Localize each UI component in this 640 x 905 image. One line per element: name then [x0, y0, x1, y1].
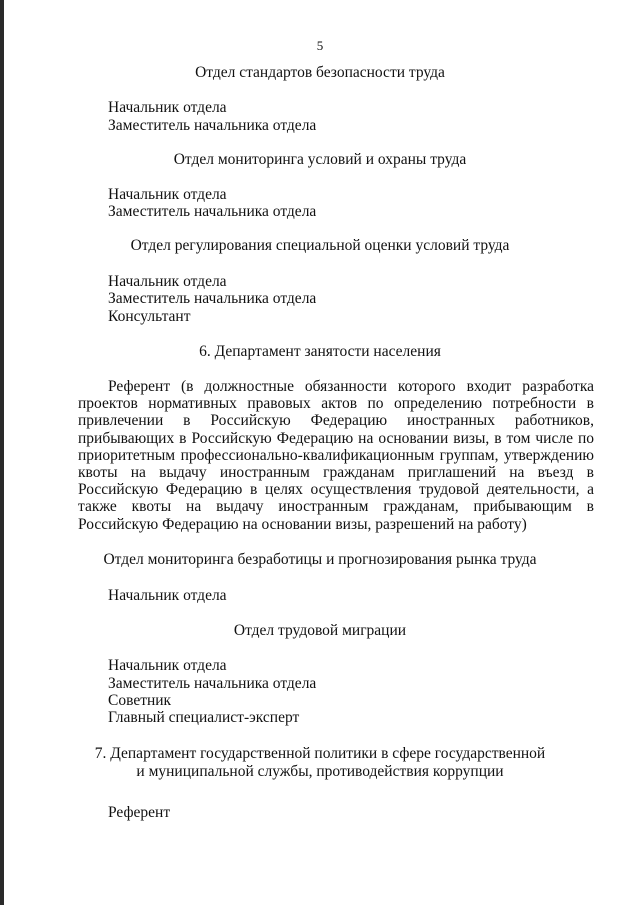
- position-item: Начальник отдела: [108, 186, 227, 203]
- position-item: Консультант: [108, 308, 191, 325]
- position-item: Заместитель начальника отдела: [108, 290, 317, 307]
- section-heading: Отдел трудовой миграции: [233, 622, 407, 639]
- department-heading: 7. Департамент государственной политики в сфере государственной: [94, 745, 546, 762]
- position-item: Начальник отдела: [108, 587, 227, 604]
- position-item: Главный специалист-эксперт: [108, 709, 300, 726]
- position-item: Начальник отдела: [108, 99, 227, 116]
- page-number: 5: [316, 38, 324, 53]
- position-item: Начальник отдела: [108, 273, 227, 290]
- department-heading: 6. Департамент занятости населения: [199, 343, 441, 360]
- department-heading-continued: и муниципальной службы, противодействия коррупции: [136, 763, 504, 780]
- position-item: Советник: [108, 692, 172, 709]
- referent-paragraph: Референт (в должностные обязанности которого входит разработка проектов нормативных правовых актов по определению потребности в привлечении в Российскую Федерацию иностранных работников, прибывающих в Российскую Федерацию на основании визы, в том числе по приоритетным профессионально-квалификационным группам, утверждению квоты на выдачу иностранным гражданам приглашений на въезд в Российскую Федерацию в целях осуществления трудовой деятельности, а также квоты на выдачу иностранным гражданам, прибывающим в Российскую Федерацию на основании визы, разрешений на работу): [78, 378, 594, 533]
- position-item: Заместитель начальника отдела: [108, 117, 317, 134]
- position-item: Заместитель начальника отдела: [108, 675, 317, 692]
- section-heading: Отдел мониторинга условий и охраны труда: [173, 151, 467, 168]
- position-item: Заместитель начальника отдела: [108, 203, 317, 220]
- section-heading: Отдел стандартов безопасности труда: [195, 64, 445, 81]
- section-heading: Отдел регулирования специальной оценки условий труда: [130, 237, 510, 254]
- position-item: Референт: [108, 804, 171, 821]
- section-heading: Отдел мониторинга безработицы и прогнозирования рынка труда: [103, 551, 537, 568]
- position-item: Начальник отдела: [108, 657, 227, 674]
